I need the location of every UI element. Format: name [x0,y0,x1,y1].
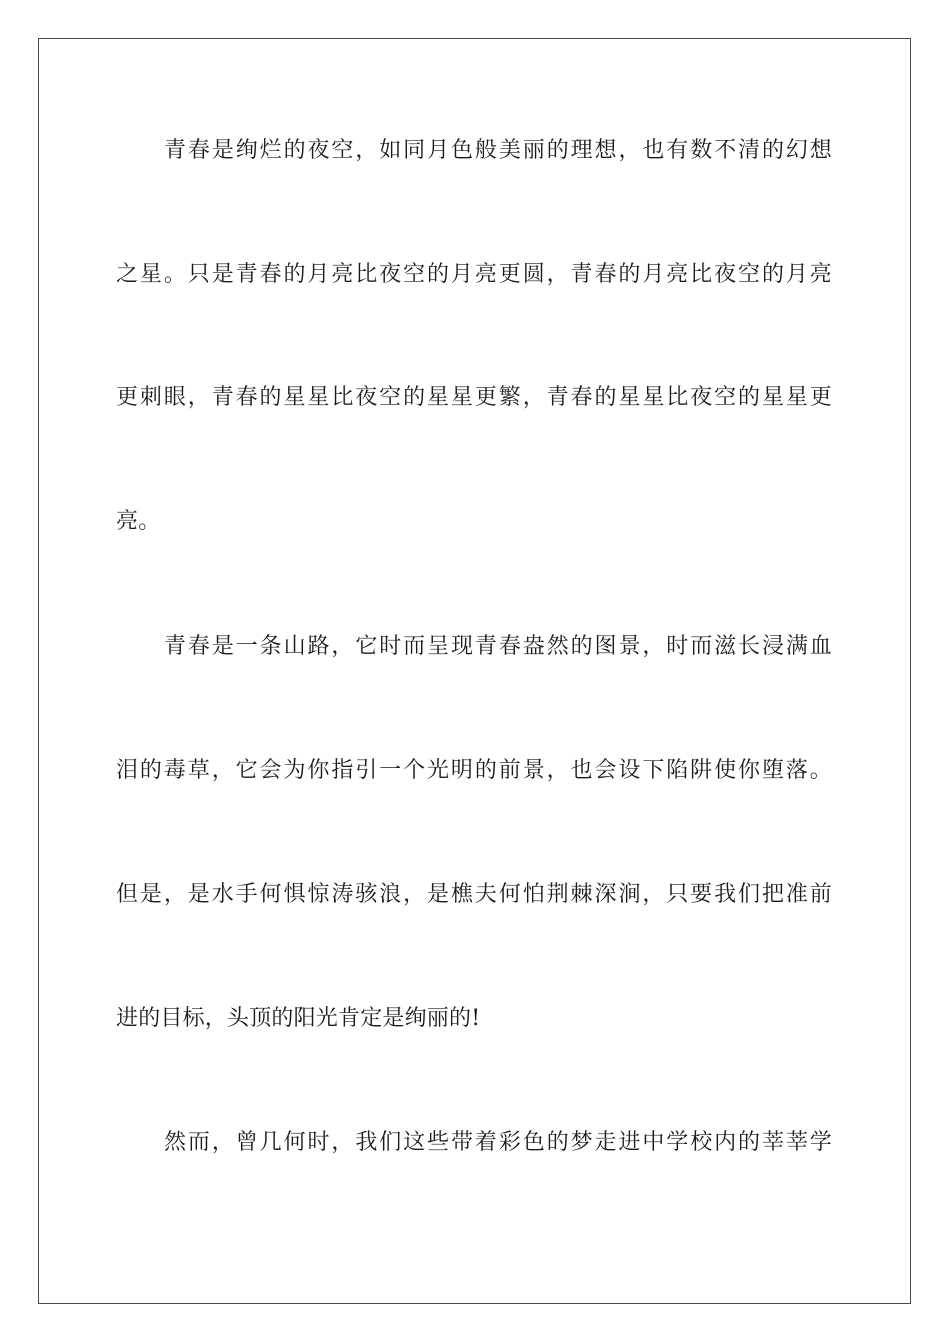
page-frame [38,38,911,1304]
paragraph-1-line-3: 更刺眼，青春的星星比夜空的星星更繁，青春的星星比夜空的星星更 [116,385,832,410]
paragraph-1-line-2: 之星。只是青春的月亮比夜空的月亮更圆，青春的月亮比夜空的月亮 [116,262,832,287]
paragraph-1-line-4: 亮。 [116,509,161,534]
paragraph-3-line-1: 然而，曾几何时，我们这些带着彩色的梦走进中学校内的莘莘学 [164,1130,832,1155]
paragraph-1-line-1: 青春是绚烂的夜空，如同月色般美丽的理想，也有数不清的幻想 [164,138,832,163]
paragraph-2-line-2: 泪的毒草，它会为你指引一个光明的前景，也会设下陷阱使你堕落。 [116,758,832,783]
paragraph-2-line-3: 但是，是水手何惧惊涛骇浪，是樵夫何怕荆棘深涧，只要我们把准前 [116,882,832,907]
paragraph-2-line-1: 青春是一条山路，它时而呈现青春盎然的图景，时而滋长浸满血 [164,634,832,659]
paragraph-2-line-4: 进的目标，头顶的阳光肯定是绚丽的! [116,1006,481,1031]
